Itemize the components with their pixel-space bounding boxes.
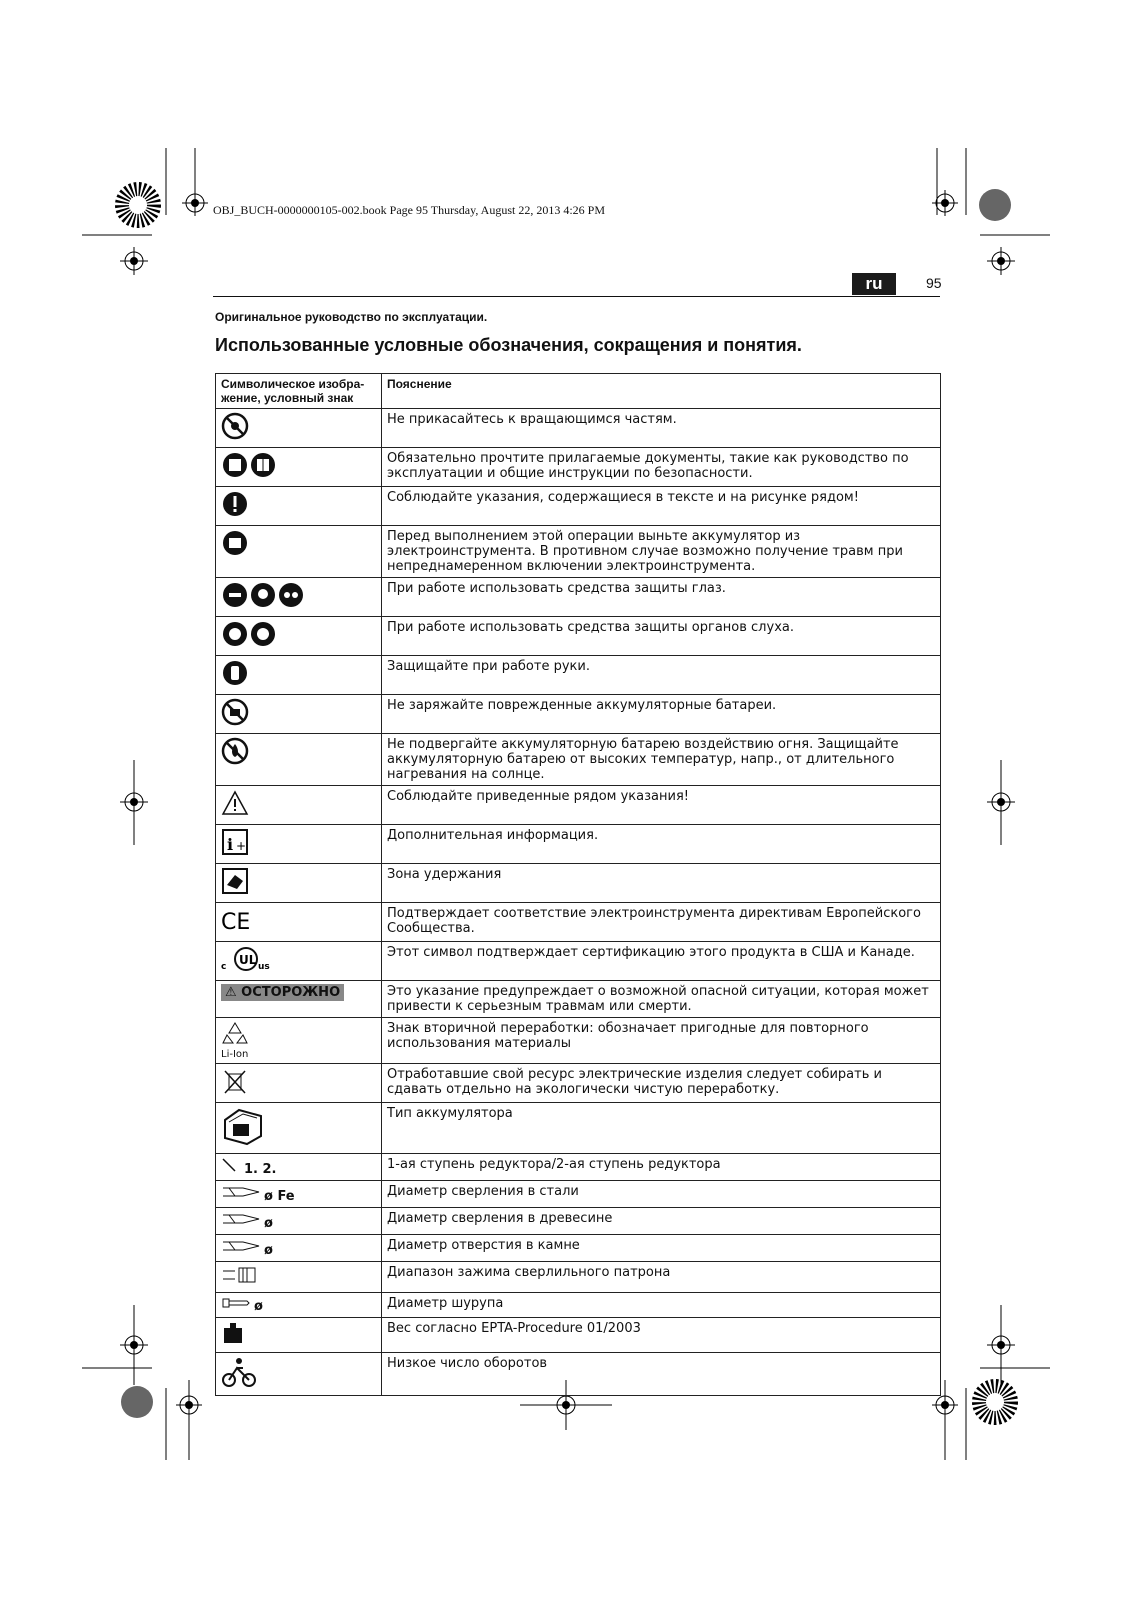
table-row [216, 1154, 941, 1181]
table-row [216, 656, 941, 695]
explanation-cell: Диаметр отверстия в камне [382, 1235, 941, 1262]
chuck-range-icon [221, 1265, 261, 1289]
symbol-cell [216, 1181, 382, 1208]
explanation-cell: Не подвергайте аккумуляторную батарею воздействию огня. Защищайте аккумуляторную батарею от высоких температур, напр., от длительного нагревания на солнце. [382, 734, 941, 786]
info-icon [221, 828, 249, 860]
symbol-label: ø [254, 1299, 263, 1314]
ul-mark-icon [221, 945, 271, 977]
column-header-symbol: Символическое изобра-жение, условный знак [216, 374, 382, 409]
explanation-cell: Это указание предупреждает о возможной опасной ситуации, которая может привести к серьезным травмам или смерти. [382, 981, 941, 1018]
table-row [216, 695, 941, 734]
symbol-cell [216, 448, 382, 487]
symbol-cell [216, 942, 382, 981]
symbol-cell [216, 825, 382, 864]
symbol-label: ø [264, 1243, 273, 1258]
column-header-explanation: Пояснение [382, 374, 941, 409]
screw-diameter-icon [221, 1296, 263, 1314]
symbol-cell [216, 1064, 382, 1103]
symbol-cell [216, 1235, 382, 1262]
print-header: OBJ_BUCH-0000000105-002.book Page 95 Thursday, August 22, 2013 4:26 PM [213, 203, 606, 217]
page-number: 95 [926, 275, 942, 291]
warning-triangle-icon [221, 789, 249, 821]
explanation-cell: 1-ая ступень редуктора/2-ая ступень редуктора [382, 1154, 941, 1181]
symbol-cell [216, 526, 382, 578]
symbol-cell [216, 578, 382, 617]
warning-label-icon [221, 984, 344, 1001]
symbol-label: 1. 2. [244, 1162, 277, 1177]
explanation-cell: Защищайте при работе руки. [382, 656, 941, 695]
table-row [216, 942, 941, 981]
symbol-cell [216, 1154, 382, 1181]
hearing-protection-icon [221, 620, 277, 652]
symbol-cell [216, 656, 382, 695]
drill-stone-icon [221, 1238, 273, 1258]
battery-type-icon [221, 1106, 265, 1150]
table-row [216, 734, 941, 786]
table-row [216, 1064, 941, 1103]
weee-bin-icon [221, 1067, 249, 1099]
table-row [216, 526, 941, 578]
drill-wood-icon [221, 1211, 273, 1231]
table-row [216, 1181, 941, 1208]
table-row [216, 578, 941, 617]
explanation-cell: Отработавшие свой ресурс электрические изделия следует собирать и сдавать отдельно на экологически чистую переработку. [382, 1064, 941, 1103]
symbol-cell [216, 1018, 382, 1064]
symbol-cell [216, 487, 382, 526]
table-row [216, 1293, 941, 1318]
table-row [216, 1262, 941, 1293]
drill-steel-icon [221, 1184, 295, 1204]
table-row [216, 786, 941, 825]
symbol-cell [216, 903, 382, 942]
symbol-cell [216, 695, 382, 734]
symbols-table [215, 373, 941, 1396]
symbol-cell [216, 1262, 382, 1293]
table-row [216, 1208, 941, 1235]
ce-mark-icon [221, 906, 251, 938]
language-badge: ru [852, 273, 896, 295]
explanation-cell: Дополнительная информация. [382, 825, 941, 864]
explanation-cell: Диаметр шурупа [382, 1293, 941, 1318]
explanation-cell: Диапазон зажима сверлильного патрона [382, 1262, 941, 1293]
symbol-cell [216, 981, 382, 1018]
explanation-cell: Знак вторичной переработки: обозначает пригодные для повторного использования материалы [382, 1018, 941, 1064]
explanation-cell: Соблюдайте приведенные рядом указания! [382, 786, 941, 825]
symbol-label: ø Fe [264, 1189, 295, 1204]
table-row [216, 448, 941, 487]
table-row [216, 903, 941, 942]
symbol-cell [216, 1208, 382, 1235]
explanation-cell: Вес согласно EPTA-Procedure 01/2003 [382, 1318, 941, 1353]
table-row [216, 409, 941, 448]
symbol-label: ø [264, 1216, 273, 1231]
low-speed-icon [221, 1356, 257, 1392]
explanation-cell: Зона удержания [382, 864, 941, 903]
table-row [216, 1018, 941, 1064]
page-title: Использованные условные обозначения, сокращения и понятия. [215, 335, 802, 355]
recycle-icon [221, 1021, 249, 1060]
symbol-cell [216, 617, 382, 656]
svg-text:+: + [236, 839, 247, 853]
weight-icon [221, 1321, 245, 1349]
explanation-cell: Перед выполнением этой операции выньте аккумулятор из электроинструмента. В противном случае возможно получение травм при непреднамеренном включении электроинструмента. [382, 526, 941, 578]
symbol-cell [216, 1353, 382, 1396]
svg-text:us: us [258, 962, 270, 972]
explanation-cell: Диаметр сверления в древесине [382, 1208, 941, 1235]
symbol-cell [216, 409, 382, 448]
explanation-cell: Не прикасайтесь к вращающимся частям. [382, 409, 941, 448]
eye-protection-icon [221, 581, 305, 613]
svg-text:CE: CE [221, 910, 251, 934]
explanation-cell: При работе использовать средства защиты глаз. [382, 578, 941, 617]
gear-stage-icon [221, 1157, 277, 1177]
table-row [216, 1103, 941, 1154]
svg-text:UL: UL [239, 953, 257, 967]
explanation-cell: Не заряжайте поврежденные аккумуляторные батареи. [382, 695, 941, 734]
grip-zone-icon [221, 867, 249, 899]
table-row [216, 1353, 941, 1396]
table-row [216, 617, 941, 656]
header-rule [213, 296, 940, 297]
symbol-cell [216, 1103, 382, 1154]
no-touch-rotating-icon [221, 412, 249, 444]
no-fire-icon [221, 737, 249, 769]
svg-text:i: i [227, 835, 234, 854]
gloves-icon [221, 659, 249, 691]
symbol-label: Li-Ion [221, 1049, 249, 1060]
table-row [216, 1318, 941, 1353]
explanation-cell: Подтверждает соответствие электроинструмента директивам Европейского Сообщества. [382, 903, 941, 942]
symbol-cell [216, 734, 382, 786]
symbol-cell [216, 1318, 382, 1353]
explanation-cell: Диаметр сверления в стали [382, 1181, 941, 1208]
subtitle: Оригинальное руководство по эксплуатации. [215, 310, 488, 324]
table-row [216, 825, 941, 864]
explanation-cell: Тип аккумулятора [382, 1103, 941, 1154]
symbol-cell [216, 786, 382, 825]
table-row [216, 1235, 941, 1262]
warning-label-text: ⚠ ОСТОРОЖНО [221, 984, 344, 1001]
explanation-cell: Обязательно прочтите прилагаемые документы, такие как руководство по эксплуатации и общие инструкции по безопасности. [382, 448, 941, 487]
no-charge-damaged-icon [221, 698, 249, 730]
symbol-cell [216, 864, 382, 903]
read-docs-icon [221, 451, 277, 483]
symbol-cell [216, 1293, 382, 1318]
table-header-row [216, 374, 941, 409]
explanation-cell: При работе использовать средства защиты органов слуха. [382, 617, 941, 656]
explanation-cell: Низкое число оборотов [382, 1353, 941, 1396]
svg-text:c: c [221, 962, 227, 972]
table-row [216, 487, 941, 526]
remove-battery-icon [221, 529, 249, 561]
explanation-cell: Соблюдайте указания, содержащиеся в тексте и на рисунке рядом! [382, 487, 941, 526]
explanation-cell: Этот символ подтверждает сертификацию этого продукта в США и Канаде. [382, 942, 941, 981]
table-row [216, 981, 941, 1018]
table-row [216, 864, 941, 903]
attention-icon [221, 490, 249, 522]
